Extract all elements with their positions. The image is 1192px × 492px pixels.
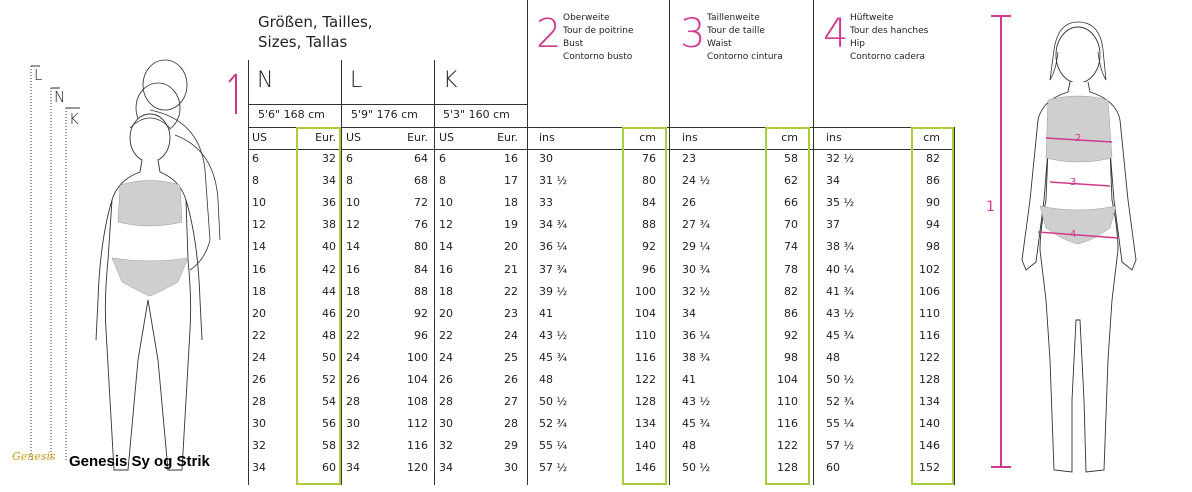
cell-us: 28 xyxy=(439,395,453,409)
cell-us: 6 xyxy=(252,152,259,165)
cell-us: 24 xyxy=(439,350,453,364)
right-figure-marker-bust: 2 xyxy=(1075,133,1082,144)
cell-waist-cm: 74 xyxy=(784,240,798,254)
cell-us: 14 xyxy=(252,240,266,254)
cell-waist-cm: 122 xyxy=(777,439,798,453)
cell-bust-ins: 37 ¾ xyxy=(539,262,568,276)
cell-us: 30 xyxy=(252,417,266,431)
cell-hip-cm: 128 xyxy=(919,373,940,386)
cell-eur: 48 xyxy=(322,328,336,342)
cell-us: 32 xyxy=(252,439,266,453)
cell-hip-cm: 98 xyxy=(926,240,940,254)
title-line-1: Größen, Tailles, xyxy=(258,13,373,31)
column-header-eur: Eur. xyxy=(497,131,518,144)
cell-us: 26 xyxy=(439,373,453,386)
cell-eur: 68 xyxy=(414,174,428,188)
cell-hip-ins: 60 xyxy=(826,461,840,475)
cell-us: 8 xyxy=(439,174,446,188)
cell-us: 24 xyxy=(252,350,266,364)
cell-hip-ins: 50 ½ xyxy=(826,373,855,386)
cell-eur: 30 xyxy=(504,461,518,475)
cell-hip-cm: 146 xyxy=(919,439,940,453)
cell-eur: 96 xyxy=(414,328,428,342)
cell-eur: 44 xyxy=(322,284,336,298)
height-measure-label: 1 xyxy=(986,199,995,215)
cell-eur: 108 xyxy=(407,395,428,409)
cell-bust-cm: 80 xyxy=(642,174,656,188)
cell-eur: 22 xyxy=(504,284,518,298)
cell-waist-ins: 29 ¼ xyxy=(682,240,711,254)
cell-us: 8 xyxy=(252,174,259,188)
cell-us: 18 xyxy=(252,284,266,298)
cell-eur: 60 xyxy=(322,461,336,475)
group-letter-n: N xyxy=(257,68,274,93)
cell-eur: 18 xyxy=(504,196,518,210)
cell-us: 22 xyxy=(252,328,266,342)
cell-bust-ins: 39 ½ xyxy=(539,284,568,298)
cell-hip-cm: 86 xyxy=(926,174,940,188)
cell-us: 14 xyxy=(346,240,360,254)
cell-bust-ins: 50 ½ xyxy=(539,395,568,409)
right-figure-marker-hip: 4 xyxy=(1070,229,1077,240)
cell-hip-ins: 52 ¾ xyxy=(826,395,855,409)
cell-hip-ins: 40 ¼ xyxy=(826,262,855,276)
column-header-eur: Eur. xyxy=(315,131,336,144)
cell-bust-cm: 116 xyxy=(635,350,656,364)
cell-us: 28 xyxy=(346,395,360,409)
column-header-eur: Eur. xyxy=(407,131,428,144)
cell-us: 12 xyxy=(439,218,453,232)
cell-us: 8 xyxy=(346,174,353,188)
cell-bust-cm: 104 xyxy=(635,306,656,320)
cell-bust-ins: 45 ¾ xyxy=(539,350,568,364)
column-header-waist-cm: cm xyxy=(781,131,798,144)
logo-mark: Genesis xyxy=(12,450,56,463)
cell-eur: 23 xyxy=(504,306,518,320)
cell-bust-cm: 96 xyxy=(642,262,656,276)
cell-bust-ins: 36 ¼ xyxy=(539,240,568,254)
cell-us: 12 xyxy=(346,218,360,232)
measure-4-number: 4 xyxy=(823,11,849,57)
bust-cm-highlight-box xyxy=(622,127,667,485)
cell-eur: 64 xyxy=(414,152,428,165)
cell-bust-cm: 134 xyxy=(635,417,656,431)
cell-bust-ins: 43 ½ xyxy=(539,328,568,342)
cell-hip-ins: 57 ½ xyxy=(826,439,855,453)
right-figure-illustration xyxy=(1010,0,1192,488)
measure-4-label-en: Hip xyxy=(850,39,865,49)
cell-waist-cm: 104 xyxy=(777,373,798,386)
measure-2-label-fr: Tour de poitrine xyxy=(563,26,634,36)
cell-eur: 28 xyxy=(504,417,518,431)
cell-waist-ins: 34 xyxy=(682,306,696,320)
cell-eur: 40 xyxy=(322,240,336,254)
cell-hip-cm: 140 xyxy=(919,417,940,431)
cell-eur: 16 xyxy=(504,152,518,165)
cell-us: 30 xyxy=(439,417,453,431)
cell-us: 30 xyxy=(346,417,360,431)
cell-bust-ins: 30 xyxy=(539,152,553,165)
cell-us: 20 xyxy=(252,306,266,320)
left-figure xyxy=(0,0,245,488)
cell-eur: 100 xyxy=(407,350,428,364)
cell-eur: 17 xyxy=(504,174,518,188)
measure-3-label-es: Contorno cintura xyxy=(707,52,783,62)
cell-hip-cm: 152 xyxy=(919,461,940,475)
cell-bust-ins: 34 ¾ xyxy=(539,218,568,232)
cell-us: 34 xyxy=(346,461,360,475)
cell-bust-cm: 122 xyxy=(635,373,656,386)
cell-waist-cm: 58 xyxy=(784,152,798,165)
cell-waist-cm: 70 xyxy=(784,218,798,232)
left-figure-label-l: L xyxy=(34,66,43,84)
cell-waist-ins: 30 ¾ xyxy=(682,262,711,276)
cell-hip-cm: 116 xyxy=(919,328,940,342)
cell-us: 16 xyxy=(346,262,360,276)
cell-waist-cm: 110 xyxy=(777,395,798,409)
cell-us: 26 xyxy=(346,373,360,386)
cell-bust-cm: 92 xyxy=(642,240,656,254)
cell-hip-cm: 134 xyxy=(919,395,940,409)
cell-hip-ins: 34 xyxy=(826,174,840,188)
hip-cm-highlight-box xyxy=(911,127,954,485)
measure-3-label-de: Taillenweite xyxy=(707,13,760,23)
column-header-us: US xyxy=(439,131,455,144)
column-header-hip-ins: ins xyxy=(826,131,842,144)
cell-hip-cm: 106 xyxy=(919,284,940,298)
measure-2-number: 2 xyxy=(536,11,562,57)
group-height-n: 5'6" 168 cm xyxy=(258,108,325,121)
cell-us: 6 xyxy=(439,152,446,165)
cell-us: 26 xyxy=(252,373,266,386)
cell-us: 18 xyxy=(346,284,360,298)
cell-waist-cm: 98 xyxy=(784,350,798,364)
cell-waist-cm: 62 xyxy=(784,174,798,188)
eur-highlight-box xyxy=(296,127,341,485)
left-figure-label-k: K xyxy=(69,110,79,128)
cell-eur: 42 xyxy=(322,262,336,276)
right-figure-marker-waist: 3 xyxy=(1070,177,1077,188)
cell-hip-ins: 37 xyxy=(826,218,840,232)
cell-waist-cm: 86 xyxy=(784,306,798,320)
cell-waist-ins: 23 xyxy=(682,152,696,165)
column-header-waist-ins: ins xyxy=(682,131,698,144)
measure-4-label-fr: Tour des hanches xyxy=(850,26,929,36)
cell-us: 22 xyxy=(346,328,360,342)
cell-us: 28 xyxy=(252,395,266,409)
cell-bust-ins: 55 ¼ xyxy=(539,439,568,453)
cell-bust-ins: 33 xyxy=(539,196,553,210)
measure-2-label-es: Contorno busto xyxy=(563,52,633,62)
cell-waist-ins: 32 ½ xyxy=(682,284,711,298)
cell-eur: 46 xyxy=(322,306,336,320)
cell-us: 6 xyxy=(346,152,353,165)
cell-hip-ins: 43 ½ xyxy=(826,306,855,320)
cell-eur: 56 xyxy=(322,417,336,431)
cell-bust-cm: 146 xyxy=(635,461,656,475)
cell-hip-ins: 32 ½ xyxy=(826,152,855,165)
measure-3-label-fr: Tour de taille xyxy=(707,26,765,36)
measure-4-label-de: Hüftweite xyxy=(850,13,894,23)
cell-us: 32 xyxy=(439,439,453,453)
cell-hip-cm: 82 xyxy=(926,152,940,165)
cell-us: 14 xyxy=(439,240,453,254)
cell-bust-cm: 110 xyxy=(635,328,656,342)
cell-eur: 88 xyxy=(414,284,428,298)
cell-us: 10 xyxy=(439,196,453,210)
cell-waist-cm: 92 xyxy=(784,328,798,342)
cell-waist-ins: 24 ½ xyxy=(682,174,711,188)
cell-hip-ins: 38 ¾ xyxy=(826,240,855,254)
cell-us: 16 xyxy=(439,262,453,276)
cell-eur: 120 xyxy=(407,461,428,475)
column-header-hip-cm: cm xyxy=(923,131,940,144)
cell-hip-ins: 41 ¾ xyxy=(826,284,855,298)
cell-waist-cm: 128 xyxy=(777,461,798,475)
cell-bust-ins: 48 xyxy=(539,373,553,386)
cell-hip-cm: 90 xyxy=(926,196,940,210)
group-letter-k: K xyxy=(443,68,458,93)
cell-eur: 92 xyxy=(414,306,428,320)
cell-us: 22 xyxy=(439,328,453,342)
cell-us: 24 xyxy=(346,350,360,364)
left-figure-label-n: N xyxy=(54,88,66,106)
cell-us: 20 xyxy=(439,306,453,320)
cell-waist-ins: 45 ¾ xyxy=(682,417,711,431)
measure-1-mark xyxy=(226,72,242,116)
cell-eur: 72 xyxy=(414,196,428,210)
cell-waist-ins: 48 xyxy=(682,439,696,453)
cell-eur: 21 xyxy=(504,262,518,276)
group-height-k: 5'3" 160 cm xyxy=(443,108,510,121)
cell-eur: 20 xyxy=(504,240,518,254)
cell-us: 20 xyxy=(346,306,360,320)
cell-eur: 52 xyxy=(322,373,336,386)
cell-waist-cm: 66 xyxy=(784,196,798,210)
cell-us: 32 xyxy=(346,439,360,453)
cell-eur: 112 xyxy=(407,417,428,431)
cell-eur: 36 xyxy=(322,196,336,210)
cell-waist-ins: 43 ½ xyxy=(682,395,711,409)
column-header-us: US xyxy=(252,131,268,144)
waist-cm-highlight-box xyxy=(765,127,810,485)
column-header-bust-ins: ins xyxy=(539,131,555,144)
cell-eur: 27 xyxy=(504,395,518,409)
measure-3-label-en: Waist xyxy=(707,39,732,49)
cell-waist-ins: 50 ½ xyxy=(682,461,711,475)
cell-bust-cm: 88 xyxy=(642,218,656,232)
cell-bust-cm: 128 xyxy=(635,395,656,409)
cell-waist-cm: 82 xyxy=(784,284,798,298)
measure-2-label-de: Oberweite xyxy=(563,13,610,23)
cell-bust-ins: 57 ½ xyxy=(539,461,568,475)
cell-eur: 25 xyxy=(504,350,518,364)
cell-bust-ins: 52 ¾ xyxy=(539,417,568,431)
column-header-us: US xyxy=(346,131,362,144)
cell-us: 18 xyxy=(439,284,453,298)
cell-bust-cm: 84 xyxy=(642,196,656,210)
cell-eur: 24 xyxy=(504,328,518,342)
group-height-l: 5'9" 176 cm xyxy=(351,108,418,121)
cell-waist-ins: 36 ¼ xyxy=(682,328,711,342)
column-header-bust-cm: cm xyxy=(639,131,656,144)
cell-waist-cm: 116 xyxy=(777,417,798,431)
measure-3-number: 3 xyxy=(680,11,706,57)
group-letter-l: L xyxy=(350,68,363,93)
cell-eur: 34 xyxy=(322,174,336,188)
cell-eur: 116 xyxy=(407,439,428,453)
cell-eur: 50 xyxy=(322,350,336,364)
cell-hip-cm: 94 xyxy=(926,218,940,232)
cell-hip-ins: 45 ¾ xyxy=(826,328,855,342)
measure-2-label-en: Bust xyxy=(563,39,584,49)
cell-hip-ins: 48 xyxy=(826,350,840,364)
cell-eur: 80 xyxy=(414,240,428,254)
cell-waist-ins: 26 xyxy=(682,196,696,210)
cell-bust-cm: 140 xyxy=(635,439,656,453)
cell-hip-cm: 102 xyxy=(919,262,940,276)
title-line-2: Sizes, Tallas xyxy=(258,33,348,51)
cell-hip-ins: 55 ¼ xyxy=(826,417,855,431)
cell-eur: 38 xyxy=(322,218,336,232)
cell-bust-ins: 41 xyxy=(539,306,553,320)
cell-us: 10 xyxy=(346,196,360,210)
measure-4-label-es: Contorno cadera xyxy=(850,52,926,62)
cell-us: 16 xyxy=(252,262,266,276)
cell-hip-ins: 35 ½ xyxy=(826,196,855,210)
cell-eur: 26 xyxy=(504,373,518,386)
cell-us: 34 xyxy=(439,461,453,475)
cell-bust-ins: 31 ½ xyxy=(539,174,568,188)
cell-eur: 58 xyxy=(322,439,336,453)
logo-text: Genesis Sy og Strik xyxy=(69,453,210,470)
cell-waist-ins: 38 ¾ xyxy=(682,350,711,364)
cell-eur: 32 xyxy=(322,152,336,165)
cell-us: 10 xyxy=(252,196,266,210)
cell-us: 12 xyxy=(252,218,266,232)
cell-bust-cm: 100 xyxy=(635,284,656,298)
cell-waist-ins: 27 ¾ xyxy=(682,218,711,232)
cell-eur: 19 xyxy=(504,218,518,232)
cell-us: 34 xyxy=(252,461,266,475)
right-figure xyxy=(1010,0,1192,488)
cell-eur: 54 xyxy=(322,395,336,409)
cell-eur: 84 xyxy=(414,262,428,276)
cell-hip-cm: 110 xyxy=(919,306,940,320)
cell-eur: 104 xyxy=(407,373,428,386)
cell-eur: 76 xyxy=(414,218,428,232)
cell-waist-cm: 78 xyxy=(784,262,798,276)
cell-waist-ins: 41 xyxy=(682,373,696,386)
cell-hip-cm: 122 xyxy=(919,350,940,364)
cell-eur: 29 xyxy=(504,439,518,453)
cell-bust-cm: 76 xyxy=(642,152,656,165)
